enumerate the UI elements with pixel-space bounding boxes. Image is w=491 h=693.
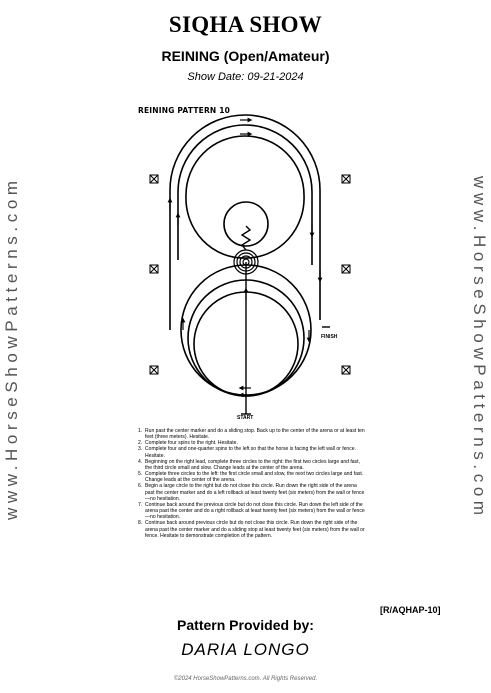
watermark-left: www.HorseShowPatterns.com xyxy=(2,176,21,520)
instruction-number: 7. xyxy=(138,501,143,508)
instruction-item xyxy=(138,502,366,520)
instructions-list xyxy=(138,428,366,539)
instruction-text: Begin a large circle to the right but do not close this circle. Run down the right side of the arena past the center marker and do a left rollback at least twenty feet (six meters) from the wall or fence—no hesitation. xyxy=(145,483,365,502)
instruction-number: 2. xyxy=(138,440,143,447)
instruction-item xyxy=(138,520,366,538)
show-date: Show Date: 09-21-2024 xyxy=(187,71,304,83)
instruction-text: Run past the center marker and do a sliding stop. Back up to the center of the arena or at least ten feet (three meters). Hesitate. xyxy=(145,428,365,441)
class-name: REINING (Open/Amateur) xyxy=(161,48,330,64)
pattern-diagram xyxy=(130,110,370,430)
instruction-number: 6. xyxy=(138,483,143,490)
provider-name: DARIA LONGO xyxy=(181,640,310,659)
instruction-text: Complete four and one-quarter spins to the left so that the horse is facing the left wall or fence. Hesitate. xyxy=(145,446,356,459)
instruction-text: Beginning on the right lead, complete three circles to the right: the first two circles large and fast, the third circle small and slow. Change leads at the center of the arena. xyxy=(145,458,360,471)
finish-label: FINISH xyxy=(321,334,338,340)
show-title: SIQHA SHOW xyxy=(168,12,323,37)
instruction-number: 5. xyxy=(138,471,143,478)
instruction-item xyxy=(138,483,366,501)
instruction-text: Continue back around the previous circle but do not close this circle. Run down the left side of the arena past the center and do a right rollback at least twenty feet (six meters) from the wall or fence—no hesitation. xyxy=(145,501,365,521)
watermark-right: www.HorseShowPatterns.com xyxy=(470,176,489,520)
instruction-item xyxy=(138,459,366,471)
instruction-text: Complete three circles to the left: the first circle small and slow, the next two circles large and fast. Change leads at the center of the arena. xyxy=(145,471,364,484)
instruction-item xyxy=(138,428,366,440)
start-label: START xyxy=(237,415,254,421)
pattern-name: REINING PATTERN 10 xyxy=(138,106,231,115)
instruction-number: 8. xyxy=(138,520,143,527)
provided-by: Pattern Provided by: xyxy=(177,617,314,633)
instruction-number: 1. xyxy=(138,428,143,434)
instruction-text: Complete four spins to the right. Hesitate. xyxy=(145,440,238,447)
copyright: ©2024 HorseShowPatterns.com. All Rights Reserved. xyxy=(173,676,318,682)
instruction-item xyxy=(138,471,366,483)
instruction-number: 3. xyxy=(138,446,143,453)
instruction-text: Continue back around previous circle but do not close this circle. Run down the right side of the arena past the center marker and do a sliding stop at least twenty feet (six meters) from the wall or fence. Hesitate to demonstrate completion of the pattern. xyxy=(145,520,365,539)
pattern-code: [R/AQHAP-10] xyxy=(380,605,441,615)
instruction-item xyxy=(138,446,366,458)
instruction-number: 4. xyxy=(138,458,143,465)
